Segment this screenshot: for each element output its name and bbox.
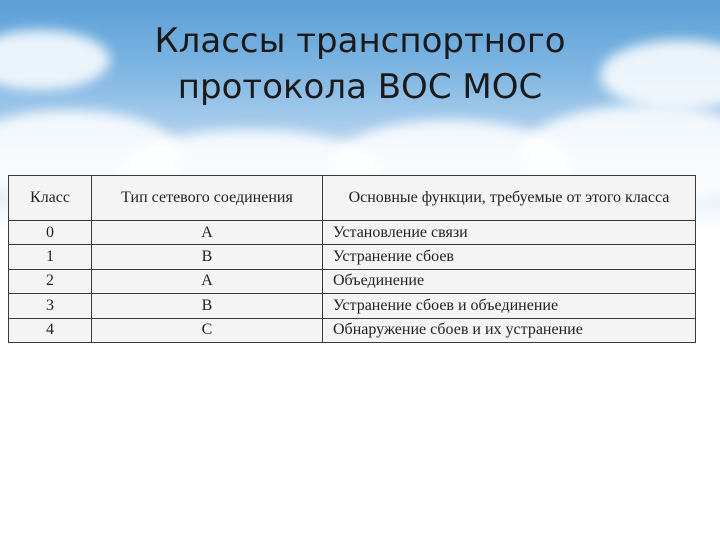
cell-network-type: А: [92, 269, 323, 293]
header-functions: Основные функции, требуемые от этого класса: [323, 176, 696, 221]
cell-network-type: В: [92, 294, 323, 318]
cell-class: 3: [9, 294, 92, 318]
title-line-1: Классы транспортного: [154, 21, 566, 61]
cell-network-type: В: [92, 245, 323, 269]
cell-network-type: С: [92, 318, 323, 342]
cell-functions: Объединение: [323, 269, 696, 293]
cell-class: 1: [9, 245, 92, 269]
cell-functions: Устранение сбоев и объединение: [323, 294, 696, 318]
cell-class: 0: [9, 221, 92, 245]
title-line-2: протокола ВОС МОС: [177, 67, 543, 107]
slide-title: [0, 18, 720, 110]
table-row: [9, 318, 696, 342]
cell-network-type: А: [92, 221, 323, 245]
table-header-row: [9, 176, 696, 221]
table-row: [9, 245, 696, 269]
cell-functions: Устранение сбоев: [323, 245, 696, 269]
cell-functions: Обнаружение сбоев и их устранение: [323, 318, 696, 342]
header-class: Класс: [9, 176, 92, 221]
table-row: [9, 269, 696, 293]
cell-class: 4: [9, 318, 92, 342]
cell-functions: Установление связи: [323, 221, 696, 245]
header-network-type: Тип сетевого соединения: [92, 176, 323, 221]
table-row: [9, 221, 696, 245]
table-row: [9, 294, 696, 318]
transport-classes-table: [8, 175, 696, 343]
cell-class: 2: [9, 269, 92, 293]
